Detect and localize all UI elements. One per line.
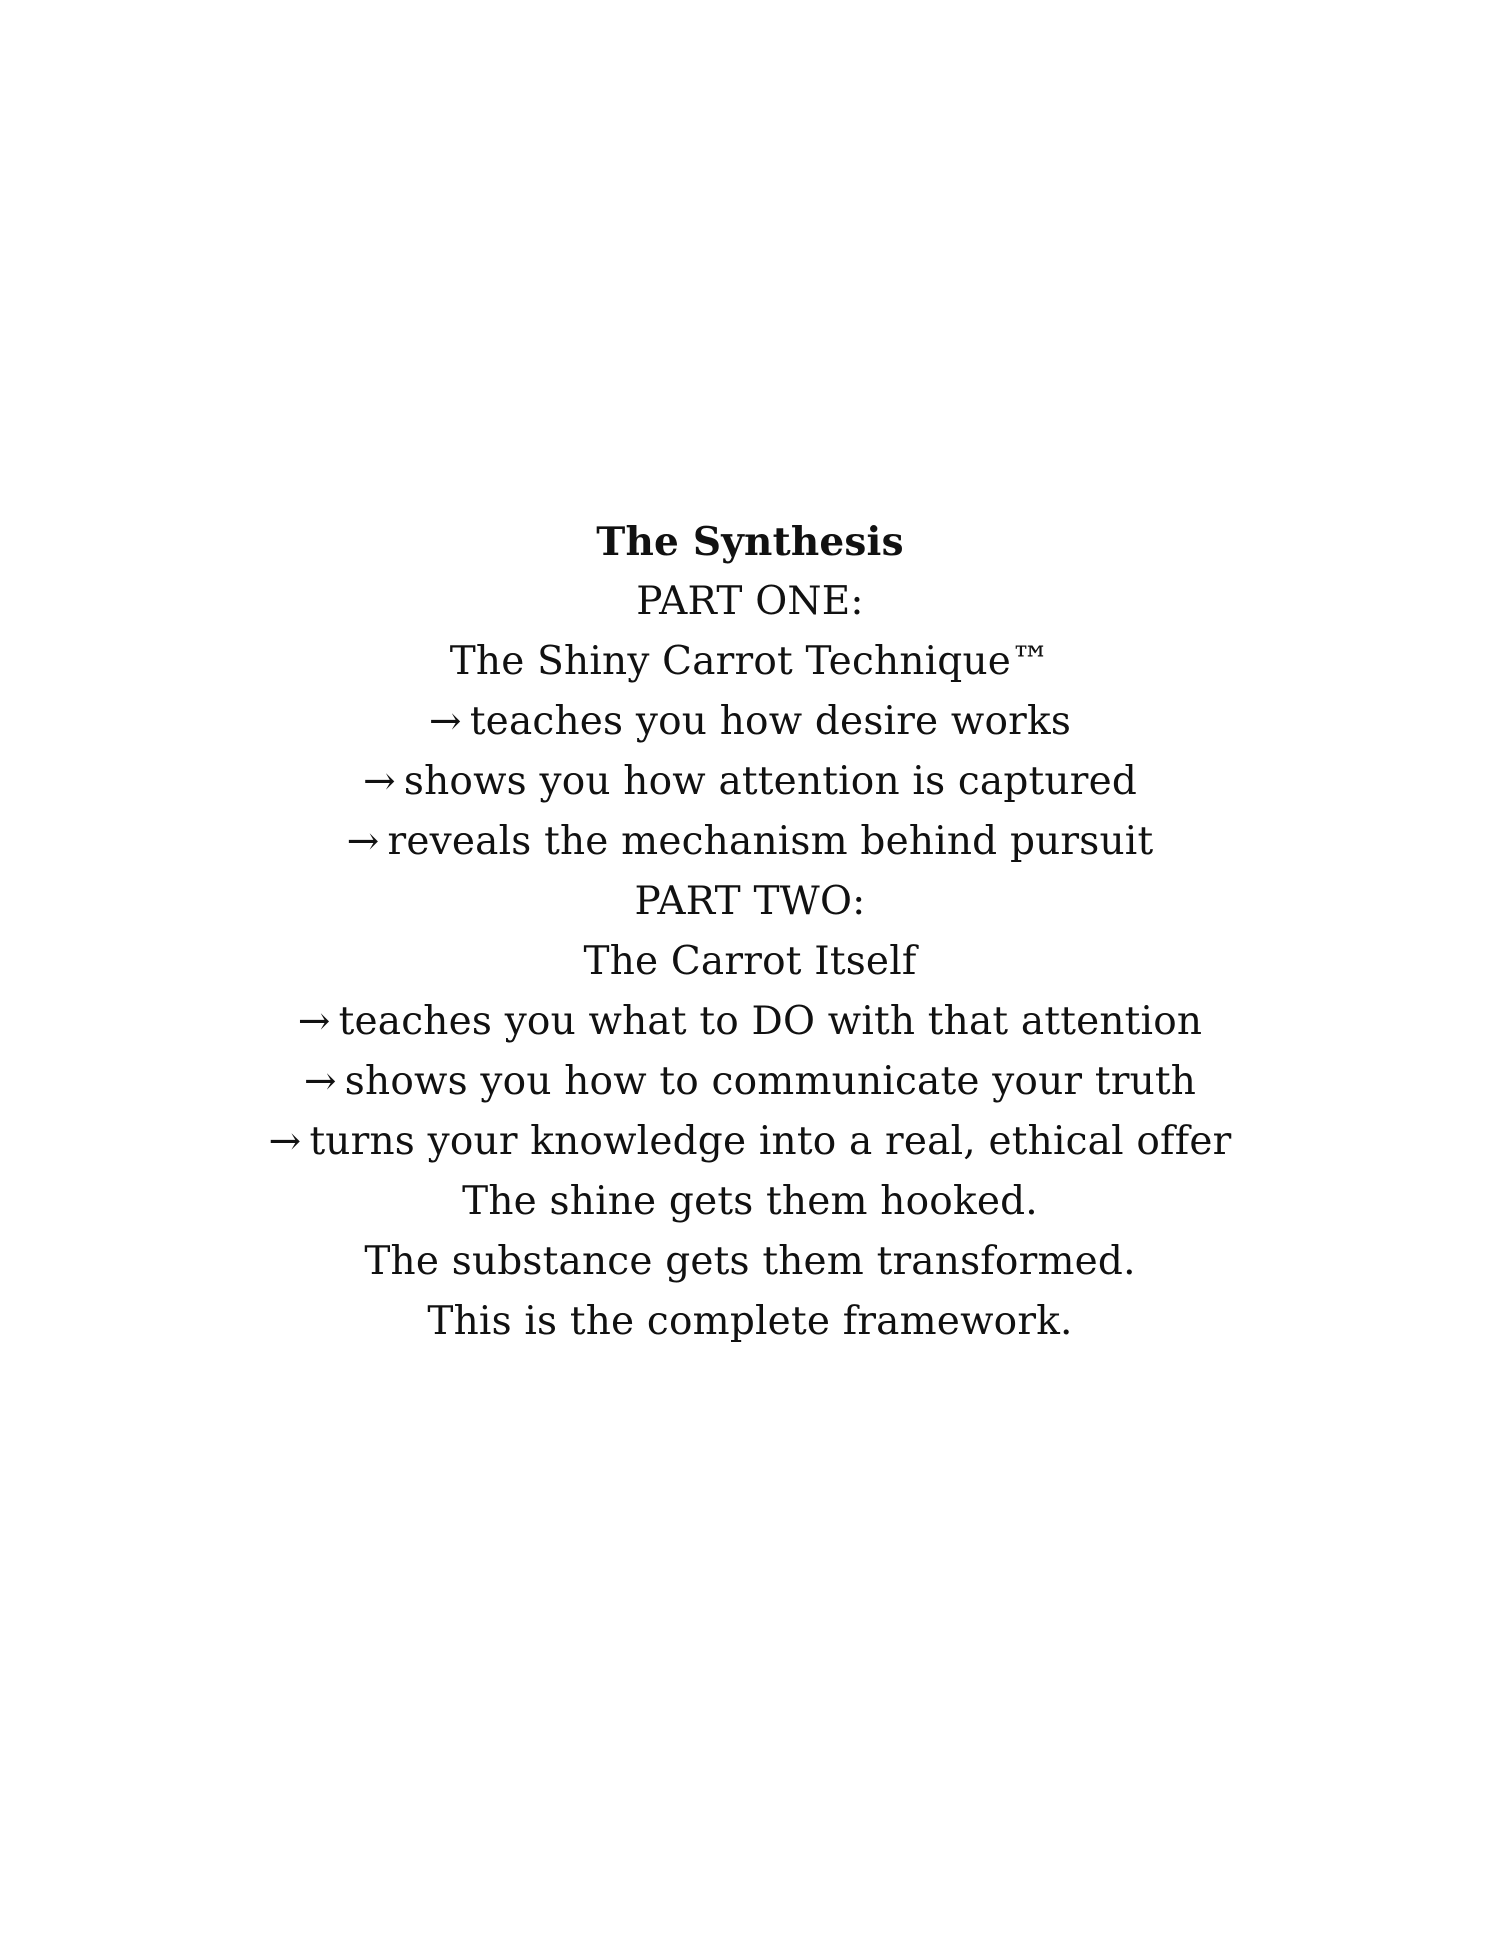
arrow-right-icon: → (297, 999, 331, 1044)
arrow-right-icon: → (428, 699, 462, 744)
point-text: turns your knowledge into a real, ethical offer (309, 1119, 1232, 1164)
arrow-right-icon: → (362, 759, 396, 804)
arrow-right-icon: → (268, 1119, 302, 1164)
point-text: shows you how to communicate your truth (344, 1059, 1197, 1104)
page-title: The Synthesis (596, 519, 904, 565)
arrow-right-icon: → (303, 1059, 337, 1104)
part-one-point (0, 812, 1500, 872)
arrow-right-icon: → (346, 819, 380, 864)
closing-line: The shine gets them hooked. (462, 1179, 1038, 1224)
point-text: reveals the mechanism behind pursuit (387, 819, 1154, 864)
point-text: teaches you how desire works (469, 699, 1072, 744)
part-one-point (0, 752, 1500, 812)
part-two-name: The Carrot Itself (583, 939, 917, 984)
synthesis-section (0, 512, 1500, 1352)
closing-line: The substance gets them transformed. (364, 1239, 1136, 1284)
part-two-heading: PART TWO: (634, 879, 866, 924)
point-text: shows you how attention is captured (403, 759, 1138, 804)
point-text: teaches you what to DO with that attention (338, 999, 1203, 1044)
part-two-point (0, 1112, 1500, 1172)
part-one-name: The Shiny Carrot Technique™ (449, 639, 1051, 684)
part-two-point (0, 992, 1500, 1052)
closing-line: This is the complete framework. (427, 1299, 1073, 1344)
part-two-point (0, 1052, 1500, 1112)
part-one-heading: PART ONE: (636, 579, 864, 624)
part-one-point (0, 692, 1500, 752)
